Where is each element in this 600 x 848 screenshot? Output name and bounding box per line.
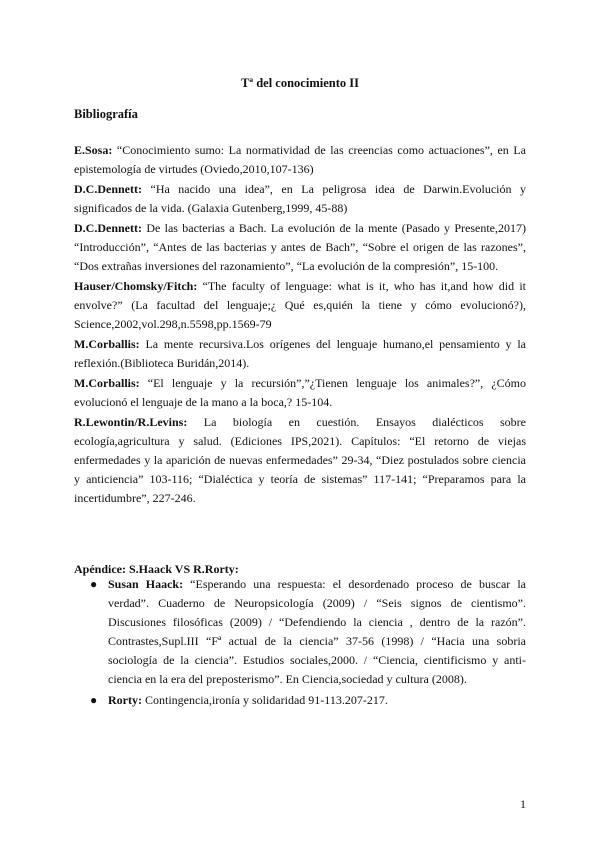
bibliography-entry [74, 277, 526, 334]
entry-text: “El lenguaje y la recursión”,”¿Tienen lenguaje los animales?”, ¿Cómo evolucionó el lenguaje de la mano a la boca,? 15-104. [74, 376, 526, 409]
bibliography-entry [74, 413, 526, 508]
entry-author: Hauser/Chomsky/Fitch: [74, 279, 198, 293]
entry-author: D.C.Dennett: [74, 221, 142, 235]
entry-author: D.C.Dennett: [74, 182, 142, 196]
entry-text: La mente recursiva.Los orígenes del lenguaje humano,el pensamiento y la reflexión.(Biblioteca Buridán,2014). [74, 337, 526, 370]
appendix-text: “Esperando una respuesta: el desordenado proceso de buscar la verdad”. Cuaderno de Neuropsicología (2009) / “Seis signos de cientismo”. Discusiones filosóficas (2009) / “Defendiendo la ciencia , dentro de la razón”. Contrastes,Supl.III “Fª actual de la ciencia” 37-56 (1998) / “Hacia una sobria sociología de la ciencia”. Estudios sociales,2000. / “Ciencia, cientificismo y anti-ciencia en la era del preposterismo”. En Ciencia,sociedad y cultura (2008). [108, 577, 526, 686]
appendix-item [90, 691, 526, 710]
appendix-list [90, 575, 526, 712]
document-title: Tª del conocimiento II [241, 76, 359, 90]
entry-author: M.Corballis: [74, 376, 140, 390]
bibliography-entry [74, 374, 526, 412]
entry-text: “The faculty of lenguage: what is it, who has it,and how did it envolve?” (La facultad del lenguaje;¿ Qué es,quién la tiene y cómo evolucionó?), Science,2002,vol.298,n.5598,pp.1569-79 [74, 279, 526, 331]
appendix-author: Rorty: [108, 693, 142, 707]
appendix-author: Susan Haack: [108, 577, 184, 591]
page-number: 1 [520, 797, 526, 811]
entry-text: La biología en cuestión. Ensayos dialécticos sobre ecología,agricultura y salud. (Ediciones IPS,2021). Capítulos: “El retorno de viejas enfermedades y la aparición de nuevas enfermedades” 29-34, “Diez postulados sobre ciencia y anticiencia” 103-116; “Dialéctica y teoría de sistemas” 117-141; “Preparamos para la incertidumbre”, 227-246. [74, 415, 526, 505]
entry-text: “Ha nacido una idea”, en La peligrosa idea de Darwin.Evolución y significados de la vida. (Galaxia Gutenberg,1999, 45-88) [74, 182, 526, 215]
entry-author: E.Sosa: [74, 143, 113, 157]
appendix-title: Apéndice: S.Haack VS R.Rorty: [74, 562, 239, 576]
bibliography-entry [74, 141, 526, 179]
bullet-icon: ● [90, 693, 98, 707]
bibliography-entry [74, 180, 526, 218]
bullet-icon: ● [90, 577, 98, 591]
bibliography-entry [74, 335, 526, 373]
entry-text: “Conocimiento sumo: La normatividad de las creencias como actuaciones”, en La epistemología de virtudes (Oviedo,2010,107-136) [74, 143, 526, 176]
appendix-text: Contingencia,ironía y solidaridad 91-113.207-217. [141, 693, 388, 707]
entry-author: R.Lewontin/R.Levins: [74, 415, 188, 429]
bibliography-list [74, 141, 526, 509]
bibliography-entry [74, 219, 526, 276]
entry-author: M.Corballis: [74, 337, 140, 351]
entry-text: De las bacterias a Bach. La evolución de la mente (Pasado y Presente,2017) “Introducción”, “Antes de las bacterias y antes de Bach”, “Sobre el origen de las razones”, “Dos extrañas inversiones del razonamiento”, “La evolución de la compresión”, 15-100. [74, 221, 526, 273]
section-heading: Bibliografía [74, 107, 138, 121]
appendix-item [90, 575, 526, 689]
